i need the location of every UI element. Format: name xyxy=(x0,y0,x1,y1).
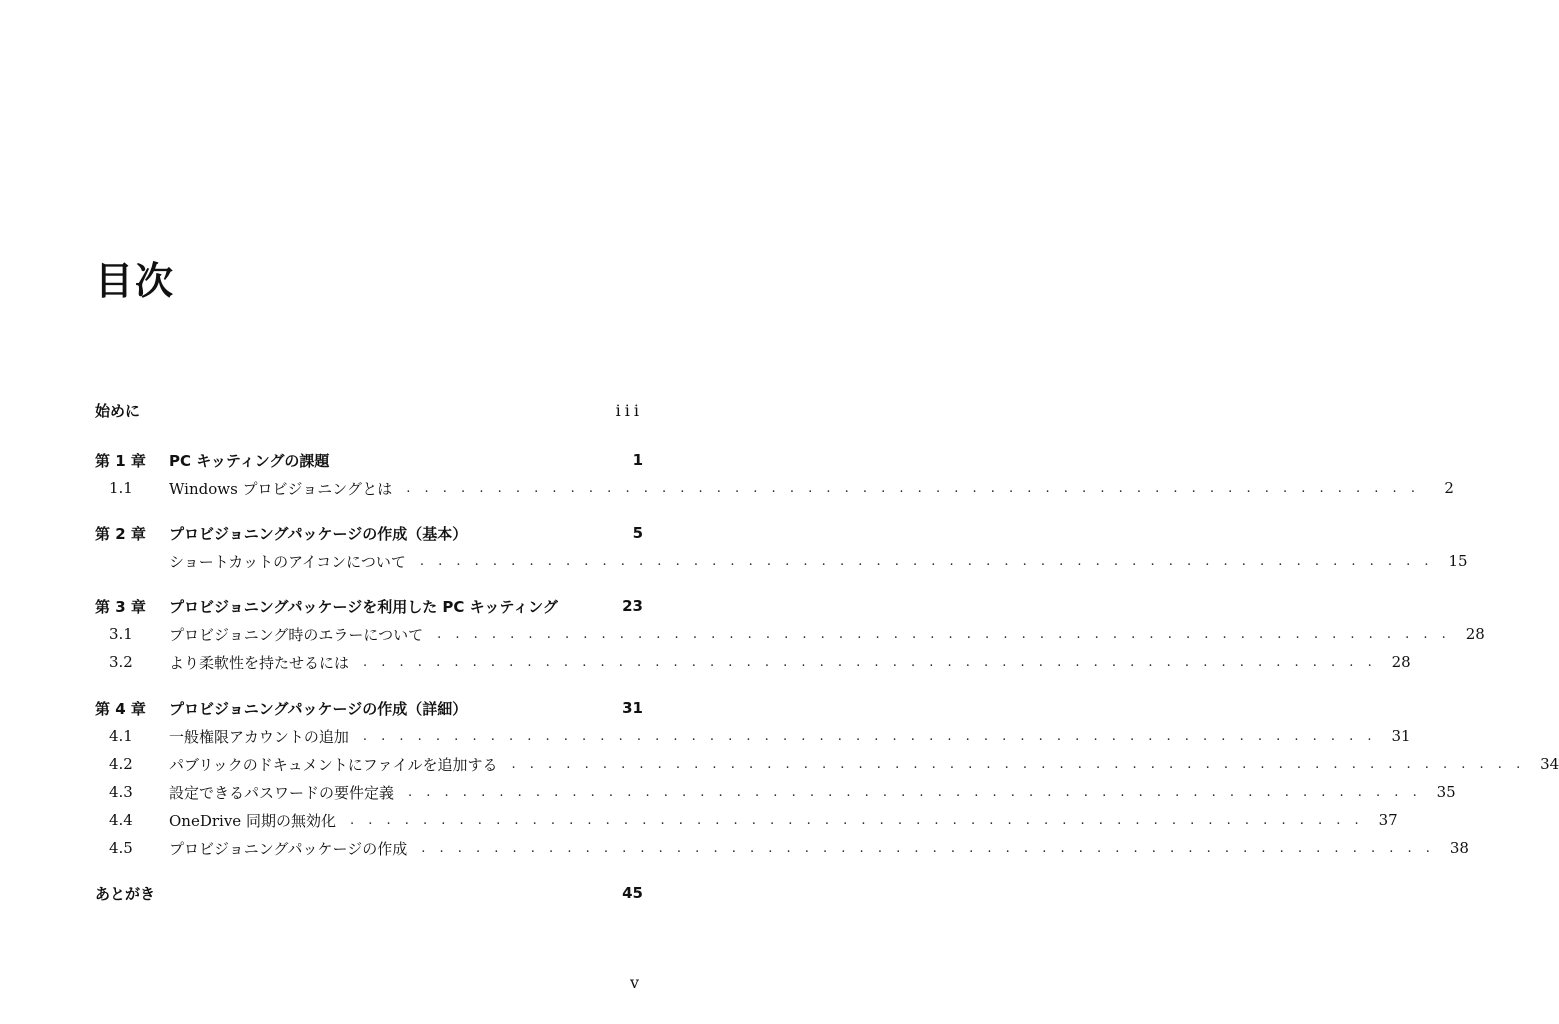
toc-section-row[interactable] xyxy=(95,621,1485,647)
toc-section-row[interactable] xyxy=(95,835,1469,861)
toc-entry-page: 34 xyxy=(1540,755,1559,773)
toc-entry-page: 28 xyxy=(1465,625,1485,643)
toc-entry-page: 31 xyxy=(622,699,643,717)
toc-entry-number: 4.5 xyxy=(109,839,133,857)
toc-entry-title: パブリックのドキュメントにファイルを追加する xyxy=(169,755,498,774)
toc-chapter-row[interactable] xyxy=(95,593,643,619)
toc-section-row[interactable] xyxy=(95,649,1411,675)
dot-leader xyxy=(350,813,1364,828)
toc-entry-page: 45 xyxy=(622,884,643,902)
toc-section-row[interactable] xyxy=(95,475,1454,501)
toc-entry-page: 37 xyxy=(1378,811,1398,829)
toc-entry-title: あとがき xyxy=(95,884,156,903)
toc-entry-number: 3.1 xyxy=(109,625,133,643)
toc-entry-number: 4.4 xyxy=(109,811,133,829)
toc-entry-page: 28 xyxy=(1391,653,1411,671)
toc-entry-number: 第 2 章 xyxy=(95,524,146,543)
dot-leader xyxy=(420,554,1434,569)
dot-leader xyxy=(437,627,1451,642)
toc-entry-number: 4.1 xyxy=(109,727,133,745)
toc-entry-number: 4.3 xyxy=(109,783,133,801)
toc-entry-title: プロビジョニング時のエラーについて xyxy=(169,625,424,644)
toc-entry-page: 31 xyxy=(1391,727,1411,745)
toc-chapter-row[interactable] xyxy=(95,447,643,473)
page-number: v xyxy=(630,973,640,992)
toc-entry-title: プロビジョニングパッケージを利用した PC キッティング xyxy=(169,597,558,616)
toc-entry-title: プロビジョニングパッケージの作成 xyxy=(169,839,408,858)
toc-section-row[interactable] xyxy=(95,751,1559,777)
toc-entry-number: 第 3 章 xyxy=(95,597,146,616)
toc-entry-page: 23 xyxy=(622,597,643,615)
toc-section-row[interactable] xyxy=(95,548,1468,574)
toc-entry-title: ショートカットのアイコンについて xyxy=(169,552,406,571)
toc-entry-title: 一般権限アカウントの追加 xyxy=(169,727,349,746)
toc-entry-title: PC キッティングの課題 xyxy=(169,451,330,470)
toc-entry-title: Windows プロビジョニングとは xyxy=(169,479,393,498)
dot-leader xyxy=(512,757,1526,772)
toc-chapter-row[interactable] xyxy=(95,695,643,721)
toc-section-row[interactable] xyxy=(95,807,1398,833)
dot-leader xyxy=(363,655,1377,670)
toc-entry-page: 35 xyxy=(1436,783,1456,801)
toc-entry-title: プロビジョニングパッケージの作成（基本） xyxy=(169,524,468,543)
toc-entry-number: 4.2 xyxy=(109,755,133,773)
toc-entry-page: 15 xyxy=(1448,552,1468,570)
toc-front-row[interactable] xyxy=(95,397,643,423)
toc-entry-page: 2 xyxy=(1444,479,1454,497)
toc-entry-title: OneDrive 同期の無効化 xyxy=(169,811,336,830)
toc-front-row[interactable] xyxy=(95,880,643,906)
toc-entry-title: より柔軟性を持たせるには xyxy=(169,653,350,672)
toc-entry-number: 3.2 xyxy=(109,653,133,671)
toc-entry-title: 始めに xyxy=(95,401,141,420)
dot-leader xyxy=(408,785,1422,800)
toc-section-row[interactable] xyxy=(95,723,1411,749)
toc-entry-number: 第 4 章 xyxy=(95,699,146,718)
toc-entry-page: 5 xyxy=(632,524,643,542)
dot-leader xyxy=(421,841,1435,856)
toc-entry-number: 1.1 xyxy=(109,479,133,497)
toc-entry-page: 38 xyxy=(1449,839,1469,857)
toc-chapter-row[interactable] xyxy=(95,520,643,546)
dot-leader xyxy=(406,481,1420,496)
page-title: 目次 xyxy=(95,259,176,303)
toc-entry-number: 第 1 章 xyxy=(95,451,146,470)
toc-entry-page: iii xyxy=(615,400,643,420)
toc-entry-title: 設定できるパスワードの要件定義 xyxy=(169,783,395,802)
dot-leader xyxy=(363,729,1377,744)
toc-section-row[interactable] xyxy=(95,779,1456,805)
toc-entry-page: 1 xyxy=(632,451,643,469)
toc-entry-title: プロビジョニングパッケージの作成（詳細） xyxy=(169,699,468,718)
